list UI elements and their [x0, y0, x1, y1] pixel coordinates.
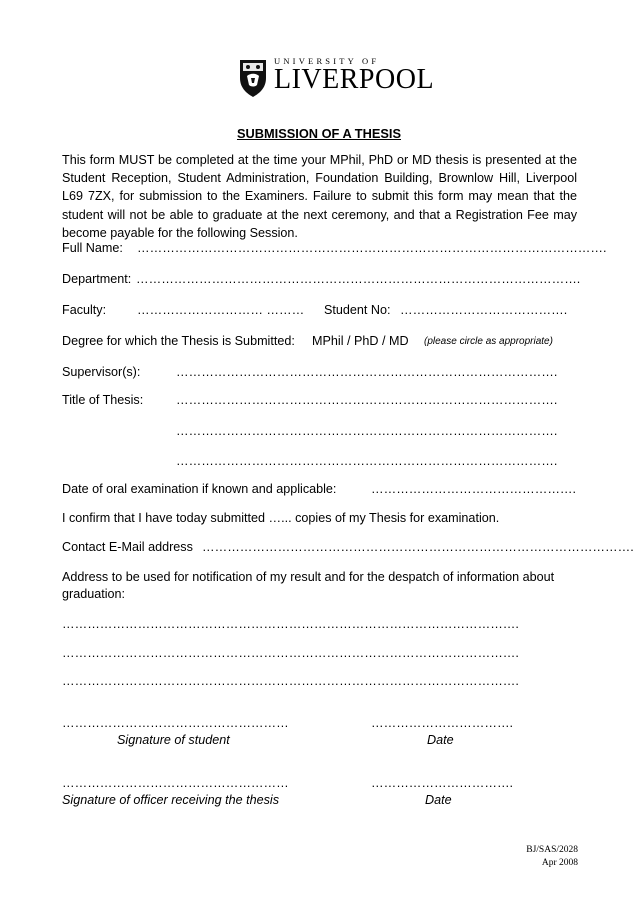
university-logo: [236, 52, 435, 102]
officer-date-label: Date: [425, 793, 452, 807]
faculty-label: Faculty:: [62, 303, 107, 317]
student-no-label: Student No:: [324, 303, 391, 317]
officer-signature-label: Signature of officer receiving the thesis: [62, 793, 280, 807]
supervisor-field[interactable]: ……………………………………………………………………………….: [176, 365, 558, 379]
university-crest-icon: [238, 58, 268, 98]
form-date: Apr 2008: [541, 858, 578, 868]
degree-options[interactable]: MPhil / PhD / MD: [312, 334, 409, 348]
address-field-2[interactable]: ……………………………………………………………………………………………….: [62, 646, 519, 660]
full-name-field[interactable]: ………………………………………………………………………………………………….: [137, 241, 607, 255]
intro-paragraph: This form MUST be completed at the time your MPhil, PhD or MD thesis is presented at the Student Reception, Student Administration, Foundation Building, Brownlow Hill, Liverpool L69 7ZX, for submission to the Examiners. Failure to submit this form may mean that the student will not be able to graduate at the next ceremony, and that a Registration Fee may become payable for the following Session.: [62, 153, 577, 240]
degree-label: Degree for which the Thesis is Submitted:: [62, 334, 295, 348]
student-date-field[interactable]: …………………………….: [371, 716, 514, 730]
logo-main-text: LIVERPOOL: [274, 64, 435, 95]
oral-exam-label: Date of oral examination if known and applicable:: [62, 482, 337, 496]
thesis-title-label: Title of Thesis:: [62, 393, 144, 407]
form-code: BJ/SAS/2028: [526, 845, 578, 855]
email-field[interactable]: ………………………………………………………………………………………….: [202, 540, 634, 554]
full-name-label: Full Name:: [62, 241, 123, 255]
student-signature-field[interactable]: ………………………………………………: [62, 716, 289, 730]
student-no-field[interactable]: ………………………………….: [400, 303, 568, 317]
thesis-title-field-2[interactable]: ……………………………………………………………………………….: [176, 424, 558, 438]
address-field-1[interactable]: ……………………………………………………………………………………………….: [62, 617, 519, 631]
form-title: SUBMISSION OF A THESIS: [236, 126, 401, 141]
student-date-label: Date: [427, 733, 454, 747]
email-label: Contact E-Mail address: [62, 540, 193, 554]
officer-date-field[interactable]: …………………………….: [371, 776, 514, 790]
address-label: Address to be used for notification of my result and for the despatch of information about graduation:: [62, 570, 555, 601]
degree-note: (please circle as appropriate): [424, 336, 553, 347]
department-field[interactable]: …………………………………………………………………………………………….: [136, 272, 581, 286]
logo-top-text: UNIVERSITY OF: [274, 56, 380, 66]
supervisor-label: Supervisor(s):: [62, 365, 141, 379]
thesis-title-field-3[interactable]: ……………………………………………………………………………….: [176, 454, 558, 468]
faculty-field[interactable]: ………………………… ………: [137, 303, 305, 317]
thesis-title-field-1[interactable]: ……………………………………………………………………………….: [176, 393, 558, 407]
confirm-copies-text: I confirm that I have today submitted …... copies of my Thesis for examination.: [62, 511, 500, 525]
student-signature-label: Signature of student: [117, 733, 230, 747]
department-label: Department:: [62, 272, 132, 286]
oral-exam-field[interactable]: ………………………………………….: [371, 482, 576, 496]
officer-signature-field[interactable]: ………………………………………………: [62, 776, 289, 790]
address-field-3[interactable]: ……………………………………………………………………………………………….: [62, 674, 519, 688]
